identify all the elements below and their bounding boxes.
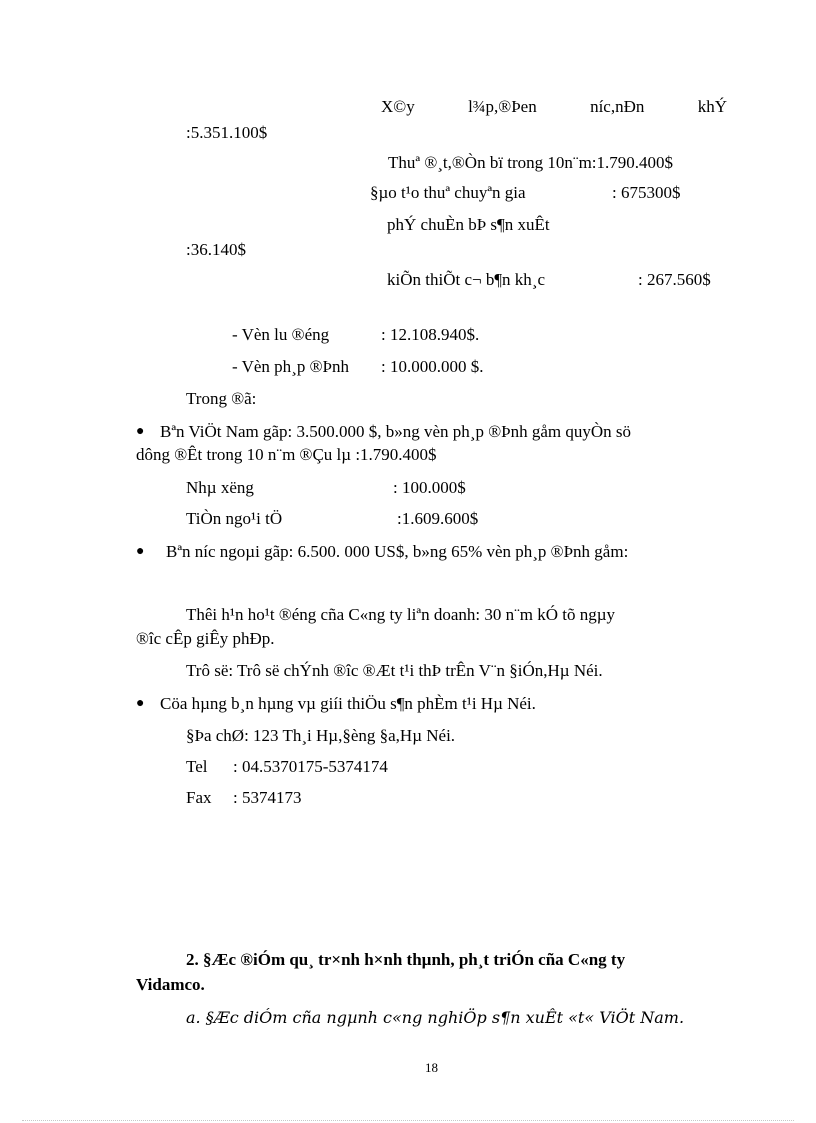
factory-label: Nhµ xëng [186,478,254,497]
subsection-heading: a. §Æc diÓm cña ngµnh c«ng nghiÖp s¶n xuÊt «t« ViÖt Nam. [186,1008,685,1027]
within-heading: Trong ®ã: [186,389,257,408]
page-number: 18 [425,1060,438,1075]
working-capital-label: - Vèn lu ®éng [232,325,330,344]
building-cost-word-2: l¾p,®Þen [468,97,537,116]
bullet-icon: ● [136,424,145,439]
headquarters-line: Trô së: Trô së chÝnh ®îc ®Æt t¹i thÞ trÊn V¨n §iÓn,Hµ Néi. [186,661,603,680]
working-capital-value: : 12.108.940$. [381,325,480,344]
land-rent-cost: Thuª ®¸t,®Òn bï trong 10n¨m:1.790.400$ [388,153,674,172]
fax-value: : 5374173 [233,788,302,807]
preparation-cost-label: phÝ chuÈn bÞ s¶n xuÊt [387,215,550,234]
building-cost-word-4: khÝ [697,97,727,116]
fax-label: Fax [186,788,212,807]
vietnam-contribution-line-2: dông ®Êt trong 10 n¨m ®Çu lµ :1.790.400$ [136,445,437,464]
tel-value: : 04.5370175-5374174 [233,757,388,776]
building-cost-line [381,97,727,117]
bullet-icon: ● [136,696,145,711]
bullet-icon: ● [136,544,145,559]
address-line: §Þa chØ: 123 Th¸i Hµ,§èng §a,Hµ Néi. [186,726,456,745]
design-cost-value: : 267.560$ [638,270,711,289]
section-heading-line-2: Vidamco. [136,975,205,994]
foreign-contribution-line: Bªn níc ngoµi gãp: 6.500. 000 US$, b»ng 65% vèn ph¸p ®Þnh gåm: [166,542,629,561]
training-cost-value: : 675300$ [612,183,681,202]
foreign-cash-value: :1.609.600$ [397,509,479,528]
vietnam-contribution-line-1: Bªn ViÖt Nam gãp: 3.500.000 $, b»ng vèn ph¸p ®Þnh gåm quyÒn sö [160,422,632,441]
design-cost-label: kiÕn thiÕt c¬ b¶n kh¸c [387,270,545,289]
page-bottom-divider [22,1120,794,1121]
building-cost-value: :5.351.100$ [186,123,268,142]
building-cost-word-3: níc,nÐn [590,97,645,116]
training-cost-label: §µo t¹o thuª chuyªn gia [370,183,526,202]
factory-value: : 100.000$ [393,478,466,497]
preparation-cost-value: :36.140$ [186,240,246,259]
legal-capital-label: - Vèn ph¸p ®Þnh [232,357,349,376]
section-heading-line-1: 2. §Æc ®iÓm qu¸ tr×nh h×nh thµnh, ph¸t triÓn cña C«ng ty [186,950,626,969]
legal-capital-value: : 10.000.000 $. [381,357,484,376]
building-cost-word-1: X©y [381,97,415,116]
foreign-cash-label: TiÒn ngo¹i tÖ [186,509,283,528]
duration-line-1: Thêi h¹n ho¹t ®éng cña C«ng ty liªn doanh: 30 n¨m kÓ tõ ngµy [186,605,616,624]
showroom-line: Cöa hµng b¸n hµng vµ giíi thiÖu s¶n phÈm t¹i Hµ Néi. [160,694,536,713]
tel-label: Tel [186,757,208,776]
duration-line-2: ®îc cÊp giÊy phÐp. [136,629,275,648]
